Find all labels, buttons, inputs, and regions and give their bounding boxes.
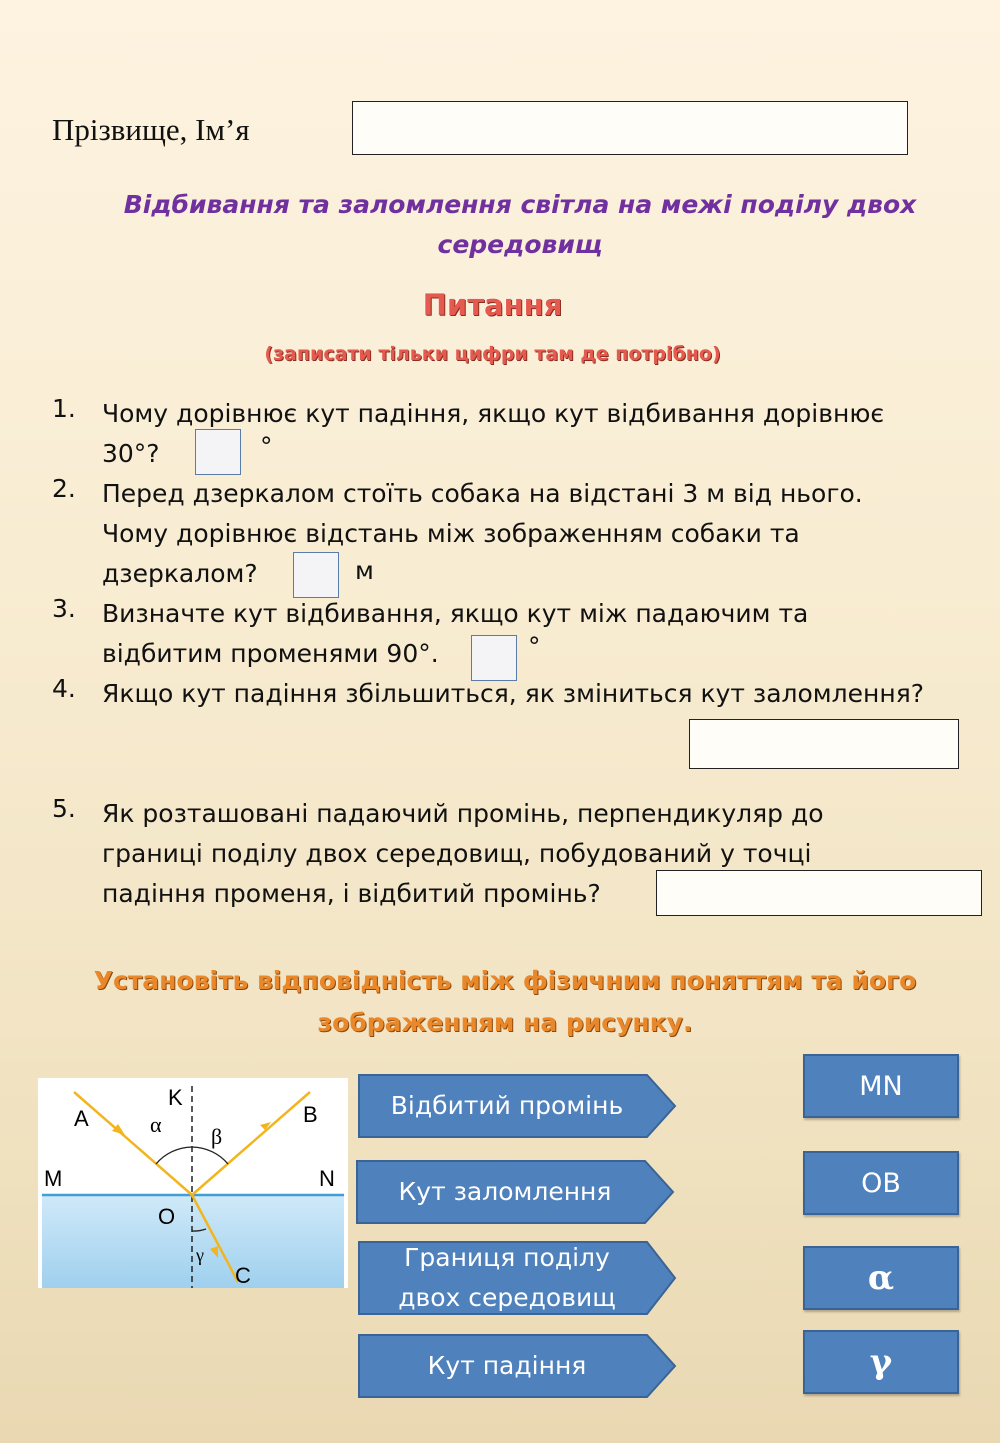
answer-input-5[interactable]	[656, 870, 982, 916]
questions-subheader: (записати тільки цифри там де потрібно)	[264, 343, 721, 365]
name-label: Прізвище, Ім’я	[52, 112, 250, 147]
label-b: B	[303, 1102, 318, 1127]
answer-input-4[interactable]	[689, 719, 959, 769]
question-text: Як розташовані падаючий промінь, перпендикуляр до	[102, 799, 824, 828]
answer-tile-mn[interactable]	[803, 1054, 959, 1118]
label-a: A	[74, 1106, 89, 1131]
unit-label: м	[355, 556, 374, 585]
tile-label: MN	[859, 1070, 903, 1102]
answer-tile-ob[interactable]	[803, 1151, 959, 1215]
label-o: O	[158, 1204, 176, 1229]
concept-label: Кут падіння	[427, 1351, 587, 1380]
question-number: 5.	[52, 794, 76, 823]
beta-arc	[192, 1147, 228, 1164]
tile-label: α	[867, 1258, 895, 1298]
question-number: 1.	[52, 394, 76, 423]
label-alpha: α	[150, 1112, 162, 1137]
questions-header: Питання	[422, 288, 563, 322]
label-n: N	[319, 1166, 335, 1191]
label-m: M	[44, 1166, 63, 1191]
concept-boundary[interactable]	[357, 1240, 679, 1316]
question-text: 30°?	[102, 439, 160, 468]
reflected-ray-ob	[192, 1092, 310, 1195]
water-medium	[42, 1196, 344, 1288]
question-text: Перед дзеркалом стоїть собака на відстані 3 м від нього.	[102, 479, 863, 508]
label-k: K	[168, 1085, 183, 1110]
question-text: дзеркалом?	[102, 559, 258, 588]
question-text: границі поділу двох середовищ, побудований у точці	[102, 839, 812, 868]
question-text: падіння променя, і відбитий промінь?	[102, 879, 601, 908]
question-text: Визначте кут відбивання, якщо кут між падаючим та	[102, 599, 809, 628]
concept-refraction-angle[interactable]	[355, 1159, 677, 1225]
concept-reflected-ray[interactable]	[357, 1073, 679, 1139]
concept-incidence-angle[interactable]	[357, 1333, 679, 1399]
refraction-diagram	[38, 1078, 348, 1288]
question-number: 4.	[52, 674, 76, 703]
concept-label: Границя поділу двох середовищ	[398, 1243, 616, 1312]
question-number: 3.	[52, 594, 76, 623]
concept-label: Кут заломлення	[398, 1177, 612, 1206]
label-gamma: γ	[196, 1245, 204, 1265]
answer-tile-alpha[interactable]	[803, 1246, 959, 1310]
tile-label: OB	[861, 1167, 901, 1199]
answer-tile-gamma[interactable]	[803, 1330, 959, 1394]
answer-input-2[interactable]	[293, 552, 339, 598]
answer-input-1[interactable]	[195, 429, 241, 475]
label-beta: β	[211, 1124, 223, 1149]
tile-label: γ	[869, 1342, 893, 1382]
page-title: Відбивання та заломлення світла на межі поділу двох середовищ	[123, 190, 917, 259]
question-text: відбитим променями 90°.	[102, 639, 439, 668]
unit-label: °	[260, 432, 273, 461]
question-text: Якщо кут падіння збільшиться, як зміниться кут заломлення?	[102, 679, 925, 708]
unit-label: °	[528, 632, 541, 661]
question-text: Чому дорівнює кут падіння, якщо кут відбивання дорівнює	[102, 399, 885, 428]
question-number: 2.	[52, 474, 76, 503]
name-input[interactable]	[352, 101, 908, 155]
label-c: C	[235, 1263, 251, 1288]
question-text: Чому дорівнює відстань між зображенням собаки та	[102, 519, 800, 548]
alpha-arc	[156, 1147, 192, 1164]
concept-label: Відбитий промінь	[390, 1091, 624, 1120]
matching-header: Установіть відповідність між фізичним поняттям та його зображенням на рисунку.	[93, 966, 917, 1037]
